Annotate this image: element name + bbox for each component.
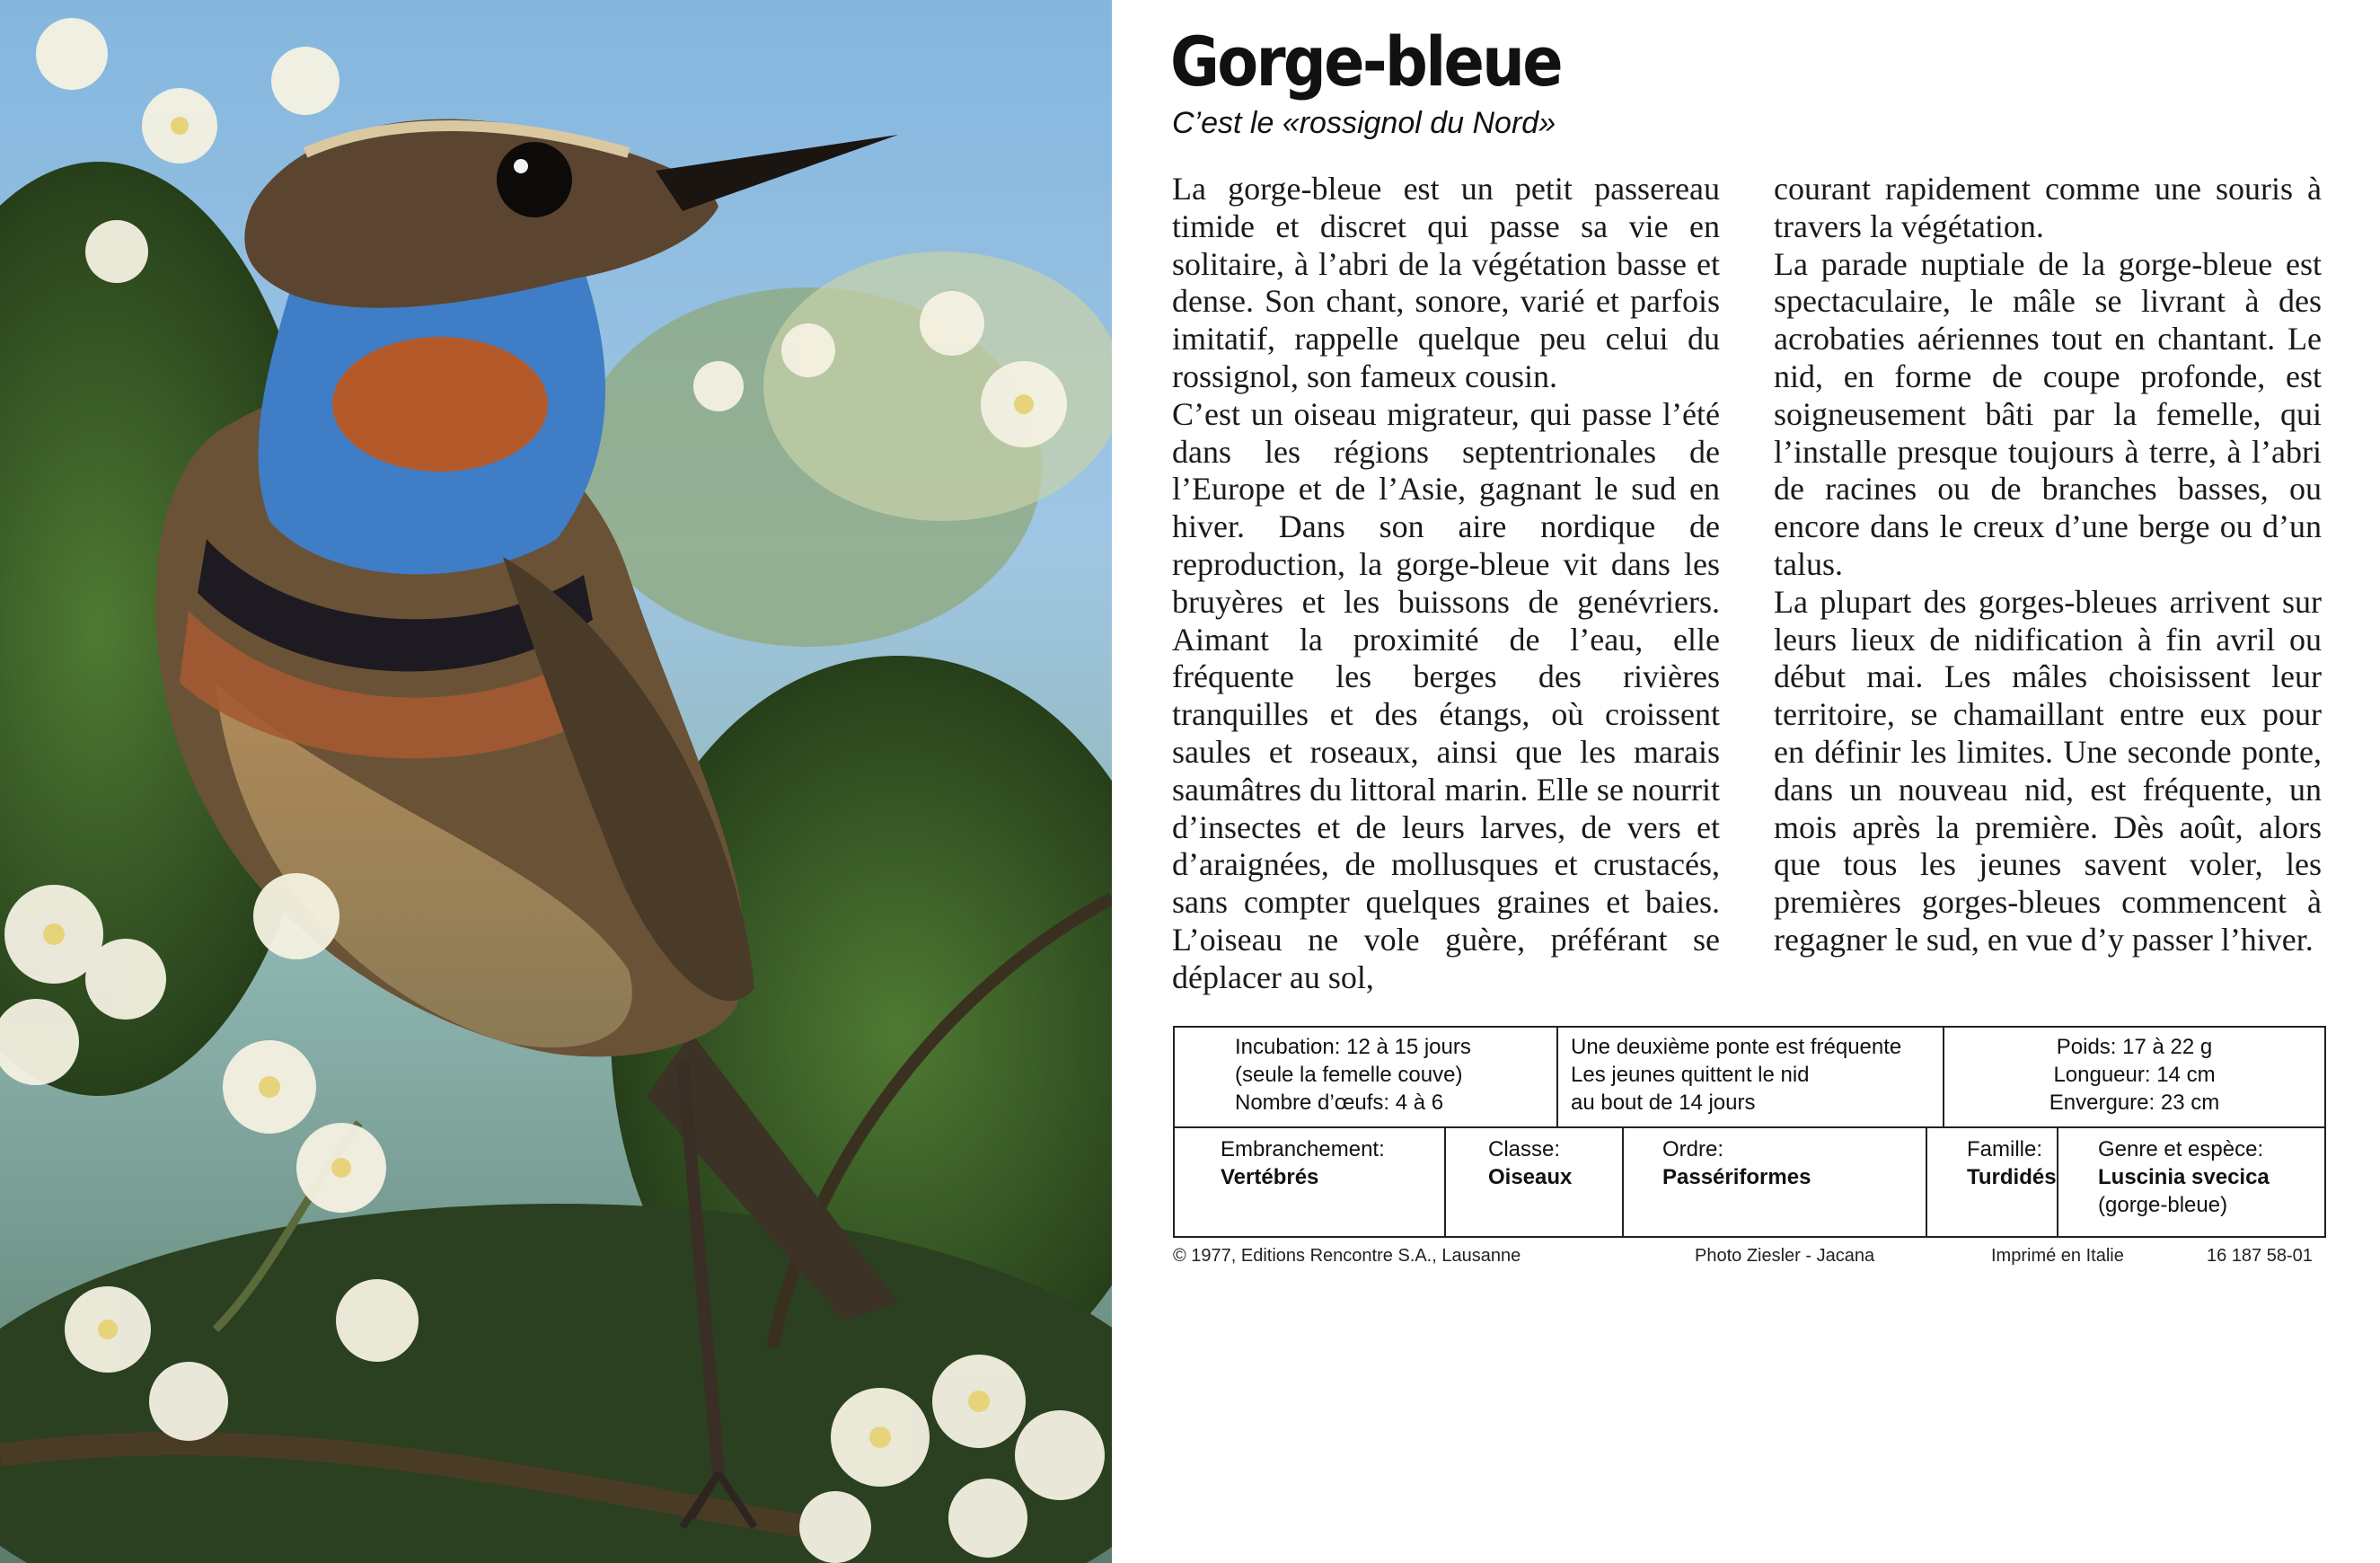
incubation-cell: [1175, 1033, 1556, 1117]
table-divider: [1175, 1126, 2324, 1128]
measurement-text: Longueur: 14 cm: [2053, 1063, 2216, 1087]
classe-label: Classe:: [1488, 1137, 1561, 1161]
measurements-cell: [1944, 1033, 2324, 1117]
ponte-cell: [1558, 1033, 1943, 1117]
species-info-table: [1173, 1026, 2326, 1238]
paragraph: courant rapidement comme une souris à travers la végétation.: [1774, 171, 2322, 244]
famille-label: Famille:: [1967, 1137, 2043, 1161]
embranchement-value: Vertébrés: [1221, 1165, 1319, 1189]
bird-illustration: [0, 0, 1112, 1563]
classe-value: Oiseaux: [1488, 1165, 1573, 1189]
ponte-text: Une deuxième ponte est fréquente: [1571, 1035, 1902, 1059]
body-column-1: [1172, 171, 1720, 997]
genre-common-name: (gorge-bleue): [2098, 1193, 2228, 1217]
ponte-text: Les jeunes quittent le nid: [1571, 1063, 1810, 1087]
embranchement-label: Embranchement:: [1221, 1137, 1385, 1161]
paragraph: La gorge-bleue est un petit passereau timide et discret qui passe sa vie en solitaire, à l’abri de la végétation basse et dense. Son chant, sonore, varié et parfois imitatif, rappelle quelque peu celui du rossignol, son fameux cousin.: [1172, 171, 1720, 394]
famille-cell: [1927, 1135, 2057, 1191]
paragraph: La parade nuptiale de la gorge-bleue est spectaculaire, le mâle se livrant à des acrobaties aériennes tout en chantant. Le nid, en forme de coupe profonde, est soigneusement bâti par la femelle, qui l’installe presque toujours à terre, à l’abri de racines ou de branches basses, ou encore dans le creux d’une berge ou d’un talus.: [1774, 245, 2322, 582]
famille-value: Turdidés: [1967, 1165, 2057, 1189]
measurement-text: Poids: 17 à 22 g: [2056, 1035, 2213, 1059]
paragraph: La plupart des gorges-bleues arrivent sur leurs lieux de nidification à fin avril ou début mai. Les mâles choisissent leur territoire, se chamaillant entre eux pour en définir les limites. Une seconde ponte, dans un nouveau nid, est fréquente, un mois après la première. Dès août, alors que tous les jeunes savent voler, les premières gorges-bleues commencent à regagner le sud, en vue d’y passer l’hiver.: [1774, 583, 2322, 958]
incubation-text: Incubation: 12 à 15 jours: [1235, 1035, 1471, 1059]
embranchement-cell: [1175, 1135, 1444, 1191]
page-subtitle: C’est le «rossignol du Nord»: [1172, 106, 1556, 140]
bluethroat-photo: [0, 0, 1112, 1563]
ordre-label: Ordre:: [1662, 1137, 1724, 1161]
ponte-text: au bout de 14 jours: [1571, 1091, 1756, 1115]
ordre-cell: [1624, 1135, 1926, 1191]
genre-value: Luscinia svecica: [2098, 1165, 2270, 1189]
body-column-2: [1774, 171, 2322, 959]
measurement-text: Envergure: 23 cm: [2049, 1091, 2220, 1115]
genre-label: Genre et espèce:: [2098, 1137, 2264, 1161]
page-title: Gorge-bleue: [1170, 22, 1561, 102]
ordre-value: Passériformes: [1662, 1165, 1811, 1189]
paragraph: C’est un oiseau migrateur, qui passe l’été dans les régions septentrionales de l’Europe et de l’Asie, gagnant le sud en hiver. Dans son aire nordique de reproduction, la gorge-bleue vit dans les bruyères et les buissons de genévriers. Aimant la proximité de l’eau, elle fréquente les berges des rivières tranquilles et des étangs, où croissent saules et roseaux, ainsi que les marais saumâtres du littoral marin. Elle se nourrit d’insectes et de leurs larves, de vers et d’araignées, de mollusques et crustacés, sans compter quelques graines et baies. L’oiseau ne vole guère, préférant se déplacer au sol,: [1172, 395, 1720, 995]
print-info: Imprimé en Italie: [1991, 1246, 2124, 1266]
incubation-text: Nombre d’œufs: 4 à 6: [1235, 1091, 1444, 1115]
classe-cell: [1446, 1135, 1622, 1191]
reference-code: 16 187 58-01: [2207, 1246, 2313, 1266]
incubation-text: (seule la femelle couve): [1235, 1063, 1463, 1087]
photo-credit: Photo Ziesler - Jacana: [1695, 1246, 1875, 1266]
genre-cell: [2058, 1135, 2324, 1219]
copyright: © 1977, Editions Rencontre S.A., Lausanne: [1173, 1246, 1521, 1266]
